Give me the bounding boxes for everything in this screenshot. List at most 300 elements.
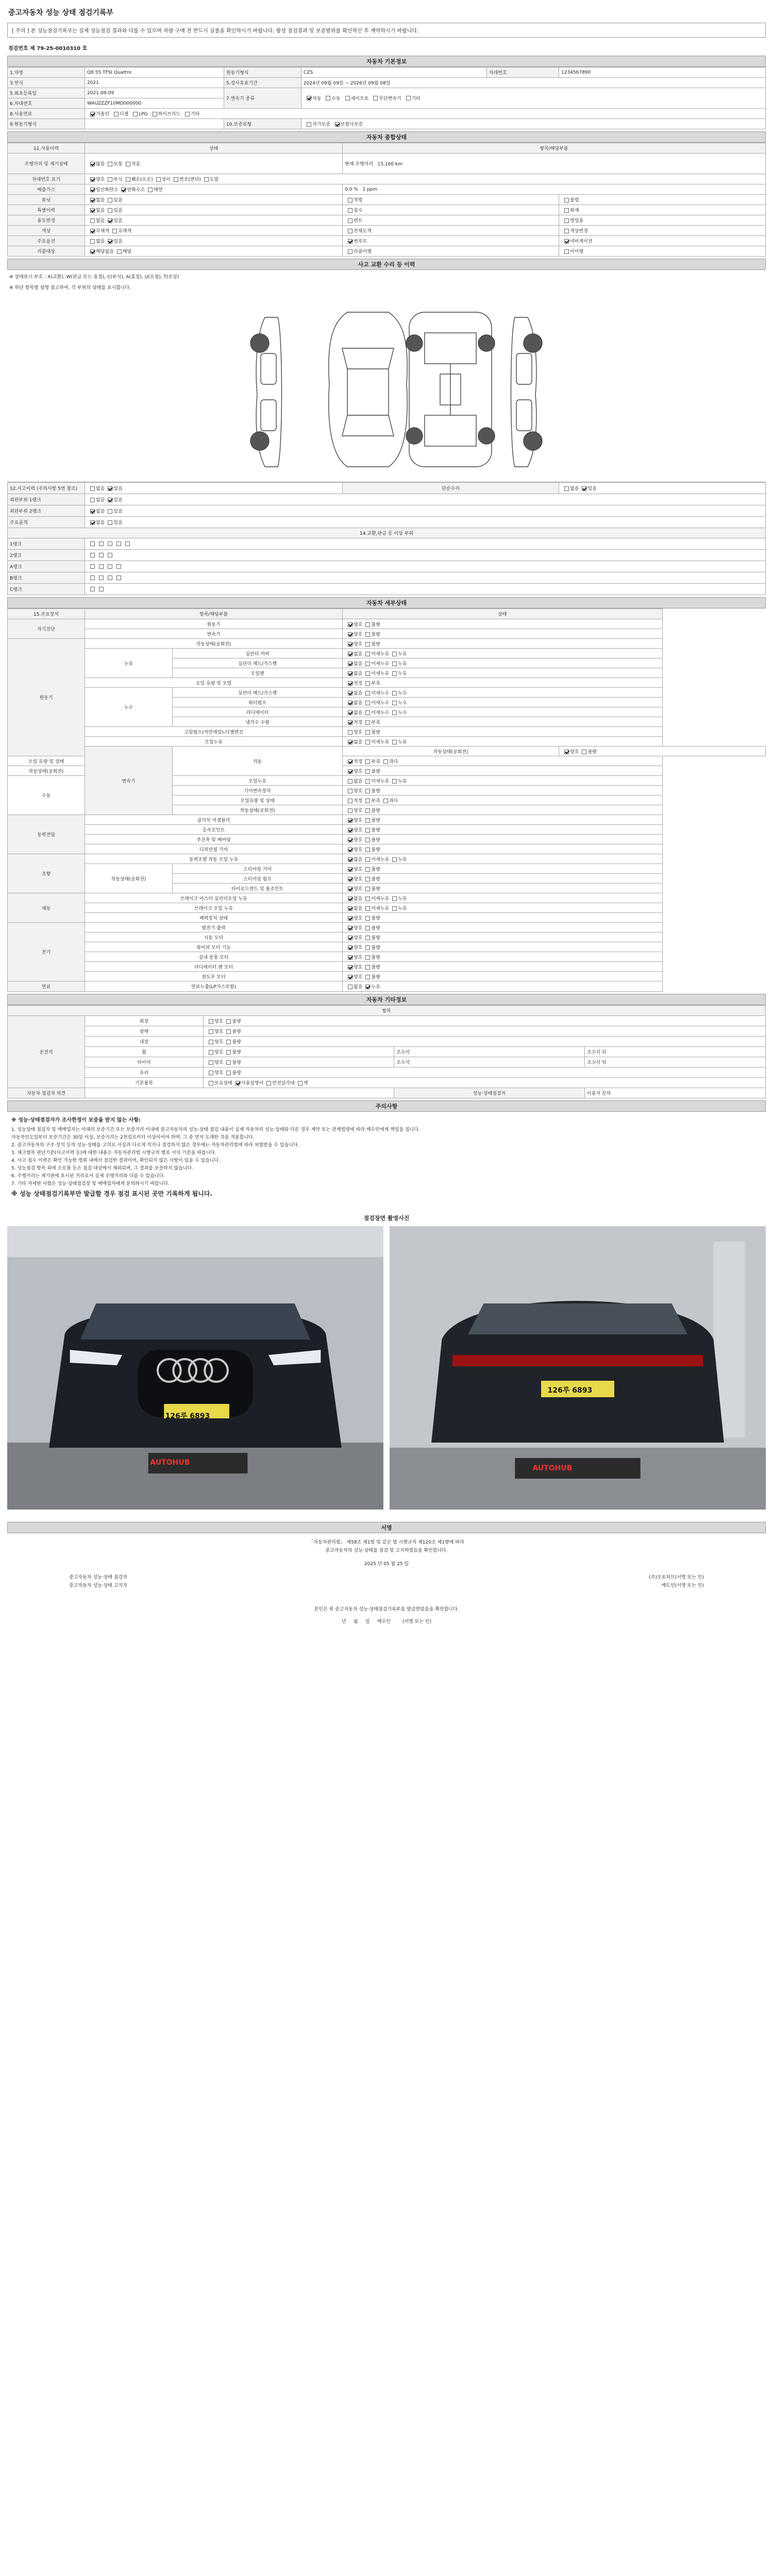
checkbox[interactable] — [365, 691, 370, 696]
group-self-diag: 자기진단 — [8, 619, 85, 639]
opt-label: 부족 — [371, 720, 380, 725]
opt-label: 있음 — [113, 218, 123, 224]
checkbox[interactable] — [365, 701, 370, 705]
opt-label: 과다 — [389, 759, 398, 765]
checkbox[interactable] — [112, 229, 117, 233]
checkbox[interactable] — [392, 652, 397, 656]
opt-label: 누유 — [398, 896, 407, 902]
opt-label: 불량 — [371, 974, 380, 980]
opt-label: 불량 — [232, 1071, 241, 1076]
opt-label: 수동 — [331, 96, 341, 101]
checkbox[interactable] — [365, 848, 370, 852]
checkbox[interactable] — [564, 750, 569, 754]
checkbox-gasoline[interactable] — [90, 112, 95, 116]
checkbox[interactable] — [582, 750, 586, 754]
opt-label: 미세누유 — [371, 661, 390, 667]
opt-label: 미세누유 — [371, 896, 390, 902]
checkbox[interactable] — [116, 575, 121, 580]
checkbox[interactable] — [348, 945, 352, 950]
opt-label: 하이브리드 — [158, 112, 181, 117]
checkbox[interactable] — [99, 564, 104, 569]
checkbox[interactable] — [90, 188, 95, 192]
checkbox[interactable] — [365, 867, 370, 872]
checkbox[interactable] — [90, 575, 95, 580]
checkbox[interactable] — [209, 1029, 213, 1034]
checkbox[interactable] — [365, 945, 370, 950]
checkbox[interactable] — [226, 1050, 231, 1055]
sub-group-oil-leak: 누유 — [85, 649, 173, 678]
opt-label: 양호 — [354, 788, 363, 794]
label-year: 3.연식 — [8, 78, 85, 88]
car-top-view — [329, 312, 407, 467]
checkbox[interactable] — [348, 789, 352, 793]
checkbox[interactable] — [365, 936, 370, 940]
checkbox[interactable] — [209, 1081, 213, 1086]
opt-label: 누유 — [398, 739, 407, 745]
checkbox[interactable] — [348, 779, 352, 784]
checkbox[interactable] — [209, 1060, 213, 1065]
checkbox[interactable] — [108, 198, 112, 202]
sign-inspector-value: (주)오토허브(서명 또는 인) — [649, 1575, 704, 1580]
checkbox[interactable] — [90, 229, 95, 233]
opt-label: 불량 — [371, 788, 380, 794]
opt-label: 미세누유 — [371, 651, 390, 657]
item: 작동상태(공회전) — [85, 639, 343, 649]
checkbox[interactable] — [348, 877, 352, 882]
checkbox[interactable] — [226, 1060, 231, 1065]
checkbox[interactable] — [348, 867, 352, 872]
car-diagram-svg — [7, 292, 766, 477]
opt-label: 없음 — [96, 208, 105, 213]
checkbox[interactable] — [365, 818, 370, 823]
checkbox-auto[interactable] — [307, 96, 311, 100]
checkbox[interactable] — [365, 779, 370, 784]
checkbox[interactable] — [116, 564, 121, 569]
checkbox[interactable] — [298, 1081, 303, 1086]
checkbox[interactable] — [365, 896, 370, 901]
checkbox[interactable] — [365, 906, 370, 911]
label-engine: 원동기형식 — [224, 67, 301, 78]
opt-label: 침수 — [354, 208, 363, 213]
sub-group-auto: 자동 — [173, 747, 343, 776]
checkbox[interactable] — [226, 1040, 231, 1044]
checkbox[interactable] — [365, 965, 370, 970]
checkbox[interactable] — [226, 1029, 231, 1034]
checkbox[interactable] — [90, 486, 95, 491]
checkbox[interactable] — [348, 740, 352, 744]
checkbox[interactable] — [90, 177, 95, 182]
checkbox[interactable] — [90, 208, 95, 213]
checkbox[interactable] — [108, 541, 112, 546]
checkbox[interactable] — [383, 759, 388, 764]
checkbox[interactable] — [108, 208, 112, 213]
label-accident: 12.사고이력 (주의사항 5번 참조) — [8, 483, 85, 494]
checkbox[interactable] — [90, 498, 95, 502]
checkbox[interactable] — [392, 671, 397, 676]
checkbox[interactable] — [365, 769, 370, 774]
opt-label: 불량 — [371, 641, 380, 647]
checkbox[interactable] — [365, 877, 370, 882]
checkbox[interactable] — [365, 662, 370, 666]
checkbox[interactable] — [348, 249, 352, 254]
checkbox[interactable] — [236, 1081, 240, 1086]
checkbox[interactable] — [226, 1019, 231, 1024]
checkbox[interactable] — [108, 486, 112, 491]
sign-buyer-label: 매수인 — [377, 1619, 391, 1624]
opt-label: 있음 — [113, 520, 123, 526]
opt-label: 없음 — [354, 985, 363, 990]
checkbox[interactable] — [348, 848, 352, 852]
opt-label: 없음 — [354, 906, 363, 911]
checkbox[interactable] — [125, 541, 130, 546]
sign-block — [7, 1533, 766, 1631]
checkbox[interactable] — [392, 691, 397, 696]
item: 내장 — [85, 1037, 204, 1047]
opt-label: 없음 — [96, 218, 105, 224]
opt-label: 있음 — [113, 208, 123, 213]
checkbox[interactable] — [348, 701, 352, 705]
opt-label: 양호 — [354, 622, 363, 628]
opt-label: 없음 — [354, 661, 363, 667]
checkbox[interactable] — [348, 975, 352, 979]
section-sign: 서명 — [7, 1522, 766, 1533]
checkbox[interactable] — [564, 239, 569, 244]
sub-label: 조수석 — [394, 1047, 585, 1057]
checkbox[interactable] — [365, 926, 370, 930]
item: 타이어 — [85, 1057, 204, 1067]
opt-label: 부식 — [113, 177, 123, 182]
checkbox[interactable] — [90, 564, 95, 569]
checkbox[interactable] — [348, 208, 352, 213]
checkbox[interactable] — [348, 691, 352, 696]
item: 오일누유 — [173, 776, 343, 786]
notes-line: 3. 체크항목 판단기준(사고이력 등)에 대한 내용은 자동차관리법 시행규칙 별표 서식 기준을 따릅니다. — [11, 1150, 216, 1156]
opt-label: 불량 — [371, 945, 380, 951]
checkbox[interactable] — [209, 1019, 213, 1024]
document — [7, 5, 766, 2571]
item: 클러치 어셈블리 — [85, 815, 343, 825]
checkbox[interactable] — [348, 769, 352, 774]
checkbox[interactable] — [348, 632, 352, 637]
value-engine: CZS — [301, 67, 487, 78]
opt-label: 변조(변타) — [179, 177, 201, 182]
checkbox[interactable] — [365, 642, 370, 647]
item: 유리 — [85, 1067, 204, 1078]
group-steering: 조향 — [8, 854, 85, 893]
page-title: 중고자동차 성능 상태 점검기록부 — [8, 9, 113, 17]
checkbox[interactable] — [564, 208, 569, 213]
photo-front — [7, 1226, 383, 1510]
checkbox[interactable] — [392, 896, 397, 901]
label-vin: 차대번호 — [487, 67, 559, 78]
opt-label: 탄화수소 — [127, 188, 145, 193]
checkbox[interactable] — [209, 1040, 213, 1044]
checkbox[interactable] — [365, 838, 370, 842]
checkbox[interactable] — [90, 239, 95, 244]
transmission-options — [301, 88, 766, 109]
checkbox[interactable] — [348, 838, 352, 842]
opt-label: 유채색 — [118, 229, 132, 234]
opt-label: 자동 — [312, 96, 322, 101]
checkbox[interactable] — [582, 486, 586, 491]
checkbox[interactable] — [365, 730, 370, 735]
checkbox[interactable] — [348, 730, 352, 735]
plate-rear: 126루 6893 — [547, 1386, 593, 1395]
opt-label: 없음 — [96, 498, 105, 503]
opt-label: 미세누유 — [371, 906, 390, 911]
checkbox[interactable] — [116, 541, 121, 546]
checkbox[interactable] — [348, 799, 352, 803]
checkbox[interactable] — [365, 740, 370, 744]
checkbox[interactable] — [383, 799, 388, 803]
checkbox[interactable] — [365, 632, 370, 637]
checkbox-fuel-other[interactable] — [185, 112, 190, 116]
checkbox-diesel[interactable] — [114, 112, 119, 116]
checkbox[interactable] — [90, 218, 95, 223]
checkbox[interactable] — [348, 759, 352, 764]
brand-front: AUTOHUB — [150, 1459, 190, 1467]
checkbox[interactable] — [392, 857, 397, 862]
checkbox[interactable] — [108, 239, 112, 244]
item: 타이로드엔드 및 볼조인트 — [173, 884, 343, 893]
opt-label: 누수 — [398, 700, 407, 706]
checkbox[interactable] — [99, 587, 104, 591]
checkbox[interactable] — [348, 239, 352, 244]
notes-line: 6. 주행거리는 계기판에 표시된 거리로서 실제 주행거리와 다를 수 있습니다. — [11, 1174, 165, 1179]
label-inspection-period: 5.검사유효기간 — [224, 78, 301, 88]
checkbox[interactable] — [108, 177, 112, 182]
checkbox[interactable] — [564, 249, 569, 254]
checkbox[interactable] — [90, 520, 95, 525]
checkbox[interactable] — [365, 799, 370, 803]
checkbox[interactable] — [348, 906, 352, 911]
checkbox[interactable] — [226, 1071, 231, 1075]
checkbox[interactable] — [90, 162, 95, 166]
item: 변속기 — [85, 629, 343, 639]
checkbox-lpg[interactable] — [133, 112, 138, 116]
checkbox[interactable] — [108, 162, 112, 166]
checkbox[interactable] — [148, 188, 153, 192]
notice-box: [ 주의 ] 본 성능점검기록부는 실제 성능점검 결과와 다를 수 있으며 차량 구매 전 반드시 실물을 확인하시기 바랍니다. 항상 점검결과 및 보증범위를 확인하신 후 계약하시기 바랍니다. — [7, 23, 766, 38]
checkbox[interactable] — [90, 587, 95, 591]
checkbox[interactable] — [209, 1071, 213, 1075]
checkbox-semi[interactable] — [345, 96, 350, 100]
checkbox[interactable] — [365, 652, 370, 656]
item: 광택 — [85, 1026, 204, 1037]
checkbox[interactable] — [348, 857, 352, 862]
opt-label: 있음 — [113, 486, 123, 492]
checkbox[interactable] — [108, 509, 112, 514]
item: 외장 — [85, 1016, 204, 1026]
opt-label: 잭 — [303, 1081, 308, 1086]
opt-label: 불량 — [232, 1019, 241, 1024]
checkbox[interactable] — [365, 955, 370, 960]
checkbox[interactable] — [392, 701, 397, 705]
checkbox[interactable] — [348, 229, 352, 233]
checkbox[interactable] — [392, 740, 397, 744]
opt-label: 불량 — [232, 1040, 241, 1045]
checkbox-manual[interactable] — [326, 96, 330, 100]
checkbox[interactable] — [348, 818, 352, 823]
opt-label: 있음 — [113, 498, 123, 503]
checkbox[interactable] — [108, 575, 112, 580]
checkbox[interactable] — [365, 720, 370, 725]
checkbox[interactable] — [348, 955, 352, 960]
opt-label: 불량 — [371, 632, 380, 637]
checkbox[interactable] — [108, 498, 112, 502]
checkbox[interactable] — [209, 1050, 213, 1055]
row-label: 용도변경 — [8, 215, 85, 226]
opt-label: 무채색 — [96, 229, 110, 234]
opt-label: 양호 — [354, 818, 363, 823]
opt-label: 없음 — [354, 671, 363, 676]
checkbox[interactable] — [99, 541, 104, 546]
section-other: 자동차 기타정보 — [7, 994, 766, 1005]
checkbox[interactable] — [90, 509, 95, 514]
photo-rear — [390, 1226, 766, 1510]
car-under-view — [406, 312, 495, 467]
opt-label: 없음 — [570, 486, 579, 492]
opt-label: 미세누수 — [371, 690, 390, 696]
checkbox[interactable] — [365, 828, 370, 833]
item: 휠 — [85, 1047, 204, 1057]
opt-label: 적정 — [354, 681, 363, 686]
checkbox[interactable] — [365, 710, 370, 715]
checkbox[interactable] — [365, 808, 370, 813]
checkbox[interactable] — [392, 710, 397, 715]
opt-label: 양호 — [214, 1071, 224, 1076]
checkbox[interactable] — [348, 936, 352, 940]
checkbox[interactable] — [348, 887, 352, 891]
checkbox[interactable] — [564, 229, 569, 233]
section-detail: 자동차 세부상태 — [7, 597, 766, 608]
checkbox[interactable] — [348, 642, 352, 647]
opt-label: 누유 — [398, 671, 407, 676]
checkbox[interactable] — [365, 681, 370, 686]
checkbox[interactable] — [348, 808, 352, 813]
checkbox[interactable] — [365, 857, 370, 862]
checkbox[interactable] — [365, 622, 370, 627]
checkbox[interactable] — [348, 985, 352, 989]
item: 냉각수 수량 — [173, 717, 343, 727]
checkbox[interactable] — [365, 975, 370, 979]
opt-label: 양호 — [354, 886, 363, 892]
checkbox[interactable] — [348, 710, 352, 715]
checkbox[interactable] — [365, 985, 370, 989]
checkbox[interactable] — [348, 828, 352, 833]
checkbox[interactable] — [266, 1081, 271, 1086]
opt-label: 양호 — [354, 837, 363, 843]
opt-label: 없음 — [96, 520, 105, 526]
label-rank2: 외판부위 2랭크 — [8, 505, 85, 517]
checkbox[interactable] — [174, 177, 178, 182]
checkbox[interactable] — [564, 218, 569, 223]
checkbox[interactable] — [348, 720, 352, 725]
checkbox[interactable] — [365, 887, 370, 891]
checkbox[interactable] — [365, 671, 370, 676]
opt-label: 있음 — [113, 198, 123, 203]
checkbox[interactable] — [348, 926, 352, 930]
checkbox[interactable] — [365, 789, 370, 793]
opt-label: 양호 — [354, 867, 363, 872]
checkbox[interactable] — [204, 177, 209, 182]
checkbox[interactable] — [348, 218, 352, 223]
opt-label: 많음 — [96, 162, 105, 167]
opt-label: 불량 — [371, 935, 380, 941]
notes-body — [7, 1112, 766, 1202]
checkbox[interactable] — [99, 553, 104, 557]
checkbox[interactable] — [365, 916, 370, 921]
checkbox[interactable] — [564, 198, 569, 202]
label-warranty: 10.보증유형 — [224, 119, 301, 129]
opt-label: 없음 — [354, 778, 363, 784]
checkbox-hybrid[interactable] — [153, 112, 157, 116]
checkbox[interactable] — [348, 622, 352, 627]
checkbox[interactable] — [156, 177, 161, 182]
checkbox[interactable] — [348, 652, 352, 656]
opt-label: 양호 — [354, 916, 363, 921]
checkbox[interactable] — [90, 198, 95, 202]
checkbox[interactable] — [348, 916, 352, 921]
opt-label: 적정 — [354, 759, 363, 765]
item: 연료누출(LP가스포함) — [85, 981, 343, 992]
checkbox[interactable] — [108, 553, 112, 557]
checkbox[interactable] — [348, 662, 352, 666]
opt-label: 썬루프 — [354, 239, 367, 244]
checkbox-self-warranty[interactable] — [307, 122, 311, 127]
checkbox-cvt[interactable] — [373, 96, 378, 100]
checkbox[interactable] — [108, 520, 112, 525]
checkbox-other[interactable] — [406, 96, 411, 100]
checkbox[interactable] — [126, 162, 130, 166]
checkbox[interactable] — [117, 249, 122, 254]
checkbox[interactable] — [90, 249, 95, 254]
checkbox[interactable] — [348, 198, 352, 202]
opt-label: 없음 — [354, 710, 363, 716]
checkbox[interactable] — [126, 177, 130, 182]
checkbox[interactable] — [90, 541, 95, 546]
checkbox[interactable] — [348, 681, 352, 686]
sign-buyer-value: (서명 또는 인) — [402, 1619, 432, 1624]
checkbox[interactable] — [108, 218, 112, 223]
checkbox-insurance-warranty[interactable] — [335, 122, 340, 127]
checkbox[interactable] — [392, 662, 397, 666]
checkbox[interactable] — [392, 779, 397, 784]
opt-label: 없음 — [354, 739, 363, 745]
checkbox[interactable] — [365, 759, 370, 764]
checkbox[interactable] — [108, 564, 112, 569]
sub-group-manual: 수동 — [8, 776, 85, 815]
opt-label: 없음 — [354, 690, 363, 696]
checkbox[interactable] — [348, 896, 352, 901]
sub-label: 조수석 뒤 — [585, 1047, 766, 1057]
checkbox[interactable] — [121, 188, 126, 192]
checkbox[interactable] — [392, 906, 397, 911]
legend-line-2: ※ 하단 항목별 설명 참고하여, 각 부위의 상태를 표시합니다. — [9, 285, 131, 291]
opt-label: 미세누유 — [371, 671, 390, 676]
checkbox[interactable] — [99, 575, 104, 580]
checkbox[interactable] — [564, 486, 569, 491]
checkbox[interactable] — [90, 553, 95, 557]
group-brake: 제동 — [8, 893, 85, 923]
opt-label: 기타 — [411, 96, 421, 101]
opt-label: 네비게이션 — [570, 239, 593, 244]
opt-label: 있음 — [113, 509, 123, 514]
checkbox[interactable] — [348, 671, 352, 676]
col-parts: 항목/해당부품 — [85, 609, 343, 619]
item: 기어변속장치 — [173, 786, 343, 795]
checkbox[interactable] — [348, 965, 352, 970]
